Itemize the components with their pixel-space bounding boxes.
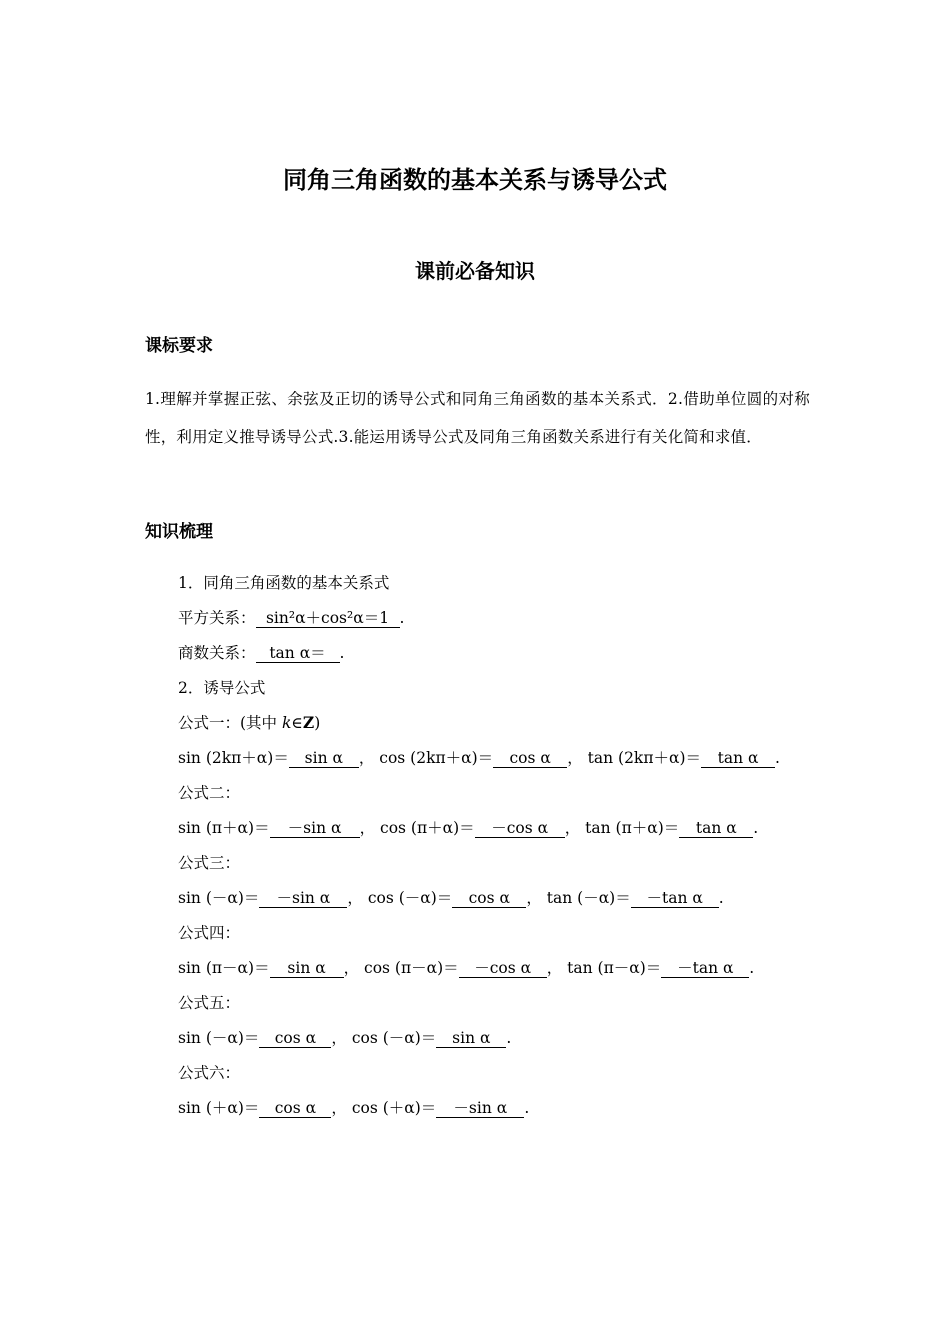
formula-3-line	[178, 888, 724, 908]
formula-4-tan-answer: －tan α	[661, 960, 749, 978]
document-title: 同角三角函数的基本关系与诱导公式	[283, 166, 667, 194]
formula-1-cos-lhs: cos (2kπ＋α)＝	[379, 749, 494, 767]
section-heading-requirements: 课标要求	[145, 336, 213, 356]
period: .	[749, 959, 755, 977]
formula-3-tan-answer: －tan α	[631, 890, 719, 908]
section-heading-knowledge: 知识梳理	[145, 522, 213, 542]
formula-2-cos-lhs: cos (π＋α)＝	[380, 819, 475, 837]
formula-1-tan-answer: tan α	[701, 750, 775, 768]
comma: ，	[567, 749, 583, 767]
document-subtitle: 课前必备知识	[415, 259, 535, 283]
formula-1-cos-answer: cos α	[493, 750, 567, 768]
item-1-heading: 1．同角三角函数的基本关系式	[178, 574, 390, 592]
comma: ，	[564, 819, 581, 837]
formula-6-sin-lhs: sin (＋α)＝	[178, 1099, 260, 1117]
formula-1-sin-lhs: sin (2kπ＋α)＝	[178, 749, 289, 767]
comma: ，	[331, 1099, 347, 1117]
square-relation-label: 平方关系：	[178, 609, 256, 627]
formula-5-sin-answer: cos α	[259, 1030, 331, 1048]
formula-4-tan-lhs: tan (π－α)＝	[567, 959, 662, 977]
formula-4-sin-lhs: sin (π－α)＝	[178, 959, 270, 977]
comma: ，	[347, 889, 363, 907]
close-paren: )	[314, 714, 321, 732]
formula-4-label: 公式四：	[178, 924, 241, 942]
formula-1-label-text: 公式一：(其中	[178, 714, 278, 732]
formula-4-line	[178, 958, 754, 978]
variable-k: k	[282, 714, 292, 732]
comma: ，	[358, 749, 375, 767]
formula-5-line	[178, 1028, 511, 1048]
comma: ，	[546, 959, 563, 977]
formula-1-tan-lhs: tan (2kπ＋α)＝	[587, 749, 702, 767]
item-2-heading: 2．诱导公式	[178, 679, 266, 697]
formula-2-cos-answer: －cos α	[475, 820, 565, 838]
formula-2-sin-lhs: sin (π＋α)＝	[178, 819, 270, 837]
formula-5-cos-answer: sin α	[436, 1030, 506, 1048]
formula-5-sin-lhs: sin (－α)＝	[178, 1029, 260, 1047]
quotient-relation-line	[178, 643, 344, 663]
formula-3-label: 公式三：	[178, 854, 241, 872]
formula-6-line	[178, 1098, 529, 1118]
integer-set-symbol: Z	[302, 713, 315, 732]
formula-2-line	[178, 818, 758, 838]
period: .	[506, 1029, 512, 1047]
period: .	[399, 609, 405, 627]
period: .	[753, 819, 759, 837]
comma: ，	[526, 889, 542, 907]
formula-2-label: 公式二：	[178, 784, 241, 802]
quotient-relation-answer: tan α＝	[256, 645, 340, 663]
formula-4-cos-lhs: cos (π－α)＝	[364, 959, 459, 977]
formula-4-cos-answer: －cos α	[459, 960, 547, 978]
period: .	[775, 749, 780, 767]
formula-5-label: 公式五：	[178, 994, 241, 1012]
formula-5-cos-lhs: cos (－α)＝	[351, 1029, 437, 1047]
requirements-paragraph: 1.理解并掌握正弦、余弦及正切的诱导公式和同角三角函数的基本关系式．2.借助单位圆的对称性，利用定义推导诱导公式.3.能运用诱导公式及同角三角函数关系进行有关化简和求值．	[145, 390, 810, 446]
formula-6-sin-answer: cos α	[259, 1100, 331, 1118]
element-of-symbol: ∈	[291, 714, 303, 732]
formula-3-sin-lhs: sin (－α)＝	[178, 889, 260, 907]
formula-1-label	[178, 713, 320, 733]
square-relation-line	[178, 608, 404, 628]
formula-1-sin-answer: sin α	[289, 750, 359, 768]
comma: ，	[331, 1029, 347, 1047]
quotient-relation-label: 商数关系：	[178, 644, 256, 662]
formula-2-tan-answer: tan α	[679, 820, 753, 838]
formula-6-cos-lhs: cos (＋α)＝	[351, 1099, 437, 1117]
period: .	[718, 889, 724, 907]
period: .	[339, 644, 345, 662]
period: .	[524, 1099, 530, 1117]
formula-3-cos-lhs: cos (－α)＝	[367, 889, 453, 907]
comma: ，	[359, 819, 376, 837]
formula-2-sin-answer: －sin α	[270, 820, 360, 838]
formula-6-cos-answer: －sin α	[436, 1100, 524, 1118]
formula-1-line	[178, 748, 780, 768]
square-relation-answer: sin²α＋cos²α＝1	[256, 610, 400, 628]
formula-4-sin-answer: sin α	[270, 960, 344, 978]
formula-6-label: 公式六：	[178, 1064, 241, 1082]
formula-3-tan-lhs: tan (－α)＝	[546, 889, 631, 907]
formula-2-tan-lhs: tan (π＋α)＝	[585, 819, 680, 837]
formula-3-cos-answer: cos α	[452, 890, 526, 908]
formula-3-sin-answer: －sin α	[259, 890, 347, 908]
comma: ，	[343, 959, 360, 977]
